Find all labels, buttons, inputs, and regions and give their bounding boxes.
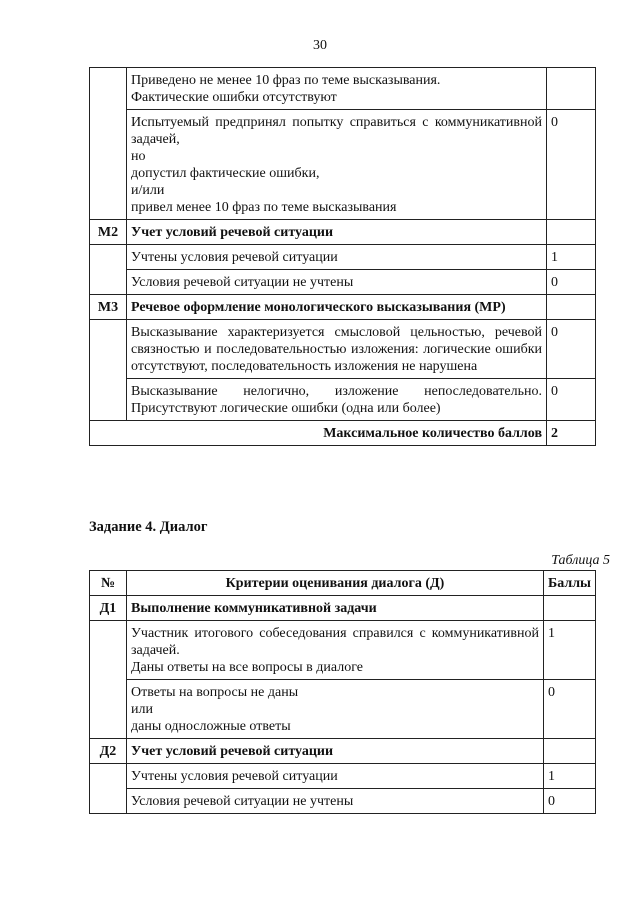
code-cell [90, 68, 127, 220]
criterion-cell: Условия речевой ситуации не учтены [127, 270, 547, 295]
code-cell [90, 320, 127, 421]
section-title: Речевое оформление монологического высказывания (МР) [127, 295, 547, 320]
score-cell [547, 220, 596, 245]
score-cell: 1 [547, 245, 596, 270]
task-heading: Задание 4. Диалог [89, 519, 208, 535]
criteria-table-monologue [89, 67, 596, 446]
table-row [90, 68, 596, 110]
criterion-line: Участник итогового собеседования справился с коммуникативной задачей. [131, 626, 539, 658]
section-row-m2 [90, 220, 596, 245]
total-value: 2 [547, 421, 596, 446]
criterion-line: Испытуемый предпринял попытку справиться с коммуникативной задачей, [131, 115, 542, 147]
score-cell: 0 [547, 379, 596, 421]
score-cell: 1 [543, 764, 595, 789]
criterion-cell: Учтены условия речевой ситуации [127, 764, 544, 789]
page-number: 30 [313, 38, 327, 53]
header-criteria: Критерии оценивания диалога (Д) [127, 571, 544, 596]
criterion-line: допустил фактические ошибки, [131, 166, 320, 181]
criterion-line: привел менее 10 фраз по теме высказывания [131, 200, 397, 215]
header-score: Баллы [543, 571, 595, 596]
score-cell [543, 596, 595, 621]
total-row [90, 421, 596, 446]
criterion-line: даны односложные ответы [131, 719, 291, 734]
table-row [90, 621, 596, 680]
score-cell: 1 [543, 621, 595, 680]
table-row [90, 110, 596, 220]
score-cell [547, 68, 596, 110]
criterion-line: Ответы на вопросы не даны [131, 685, 299, 700]
section-code: Д1 [90, 596, 127, 621]
criterion-line: или [131, 702, 153, 717]
section-row-d2 [90, 739, 596, 764]
section-code: Д2 [90, 739, 127, 764]
criterion-line: но [131, 149, 146, 164]
criterion-line: Фактические ошибки отсутствуют [131, 90, 337, 105]
score-cell [547, 295, 596, 320]
criterion-cell [127, 68, 547, 110]
score-cell: 0 [543, 680, 595, 739]
table-row [90, 379, 596, 421]
criteria-table-dialogue [89, 570, 596, 814]
section-title: Учет условий речевой ситуации [127, 220, 547, 245]
header-row [90, 571, 596, 596]
section-title: Выполнение коммуникативной задачи [127, 596, 544, 621]
criterion-cell: Условия речевой ситуации не учтены [127, 789, 544, 814]
section-row-d1 [90, 596, 596, 621]
criterion-line: Даны ответы на все вопросы в диалоге [131, 660, 363, 675]
criterion-cell [127, 621, 544, 680]
criterion-cell: Высказывание нелогично, изложение непоследовательно. Присутствуют логические ошибки (одна или более) [127, 379, 547, 421]
criterion-line: Приведено не менее 10 фраз по теме высказывания. [131, 73, 441, 88]
score-cell [543, 739, 595, 764]
score-cell: 0 [547, 320, 596, 379]
score-cell: 0 [547, 110, 596, 220]
section-title: Учет условий речевой ситуации [127, 739, 544, 764]
code-cell [90, 621, 127, 739]
total-label: Максимальное количество баллов [90, 421, 547, 446]
section-row-m3 [90, 295, 596, 320]
table-row [90, 270, 596, 295]
section-code: М2 [90, 220, 127, 245]
criterion-cell [127, 110, 547, 220]
score-cell: 0 [547, 270, 596, 295]
table-caption: Таблица 5 [551, 553, 610, 568]
table-row [90, 320, 596, 379]
section-code: М3 [90, 295, 127, 320]
criterion-cell [127, 680, 544, 739]
criterion-cell: Учтены условия речевой ситуации [127, 245, 547, 270]
code-cell [90, 764, 127, 814]
code-cell [90, 245, 127, 295]
criterion-line: и/или [131, 183, 165, 198]
table-row [90, 789, 596, 814]
criterion-cell: Высказывание характеризуется смысловой цельностью, речевой связностью и последовательностью изложения: логические ошибки отсутствуют, последовательность изложения не нарушена [127, 320, 547, 379]
header-num: № [90, 571, 127, 596]
score-cell: 0 [543, 789, 595, 814]
table-row [90, 680, 596, 739]
table-row [90, 764, 596, 789]
table-row [90, 245, 596, 270]
